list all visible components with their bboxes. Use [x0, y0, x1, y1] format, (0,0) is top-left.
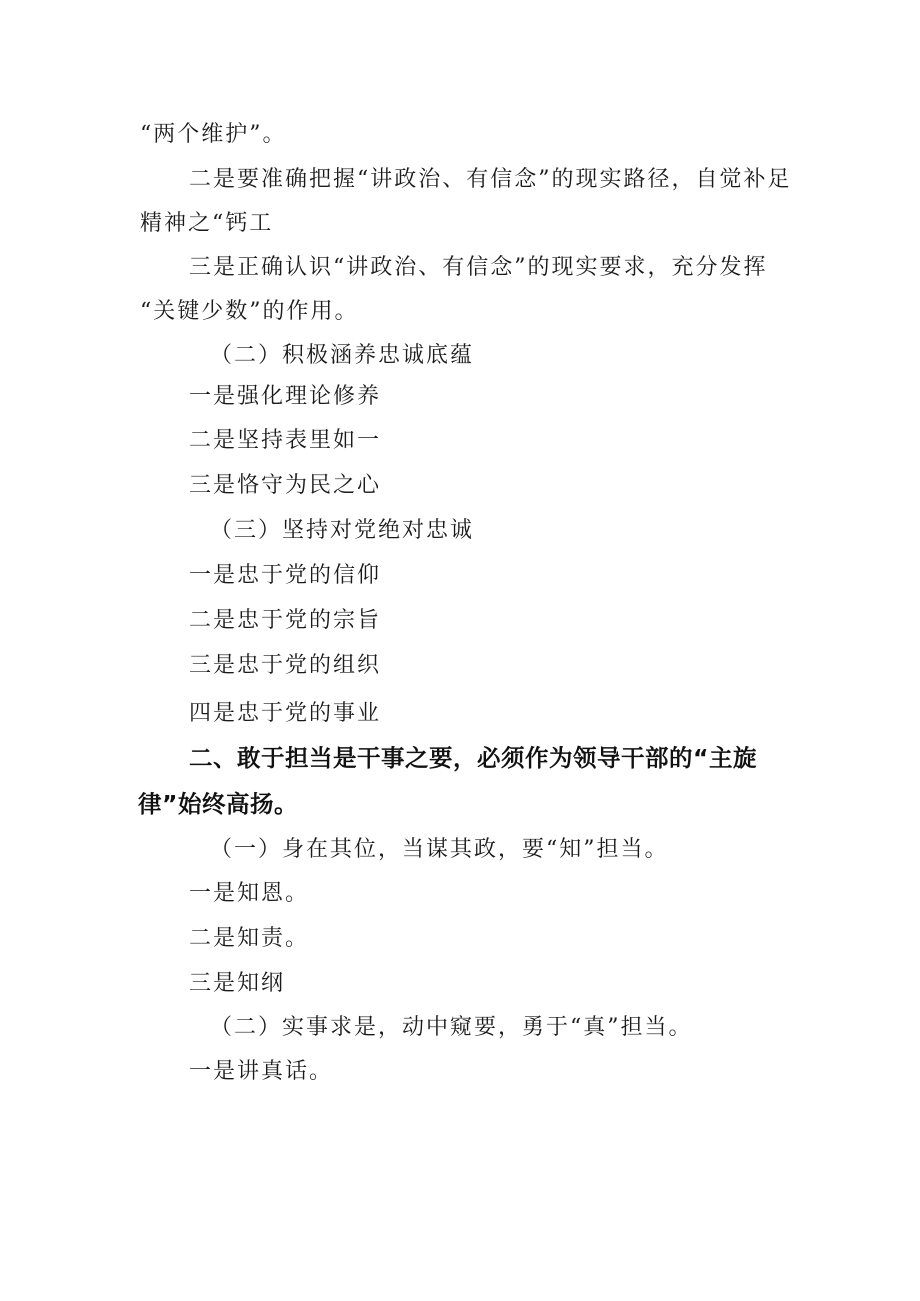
text-line-3: 精神之“钙工	[140, 211, 274, 236]
section-heading-line-1: 二、敢于担当是干事之要，必须作为领导干部的“主旋	[189, 744, 757, 772]
text-line-5: “关键少数”的作用。	[140, 299, 359, 324]
text-line-7: 一是强化理论修养	[189, 384, 382, 409]
subheading-2: （二）积极涵养忠诚底蕴	[210, 343, 475, 368]
section-heading-line-2: 律”始终高扬。	[138, 790, 298, 818]
text-line-14: 四是忠于党的事业	[189, 701, 382, 726]
text-line-1: “两个维护”。	[140, 122, 287, 147]
subheading-2-after: （二）实事求是，动中窥要，勇于“真”担当。	[210, 1015, 693, 1040]
text-line-11: 一是忠于党的信仰	[189, 563, 382, 588]
text-line-9: 三是恪守为民之心	[189, 473, 382, 498]
subheading-1: （一）身在其位，当谋其政，要“知”担当。	[210, 837, 669, 862]
text-line-13: 三是忠于党的组织	[189, 653, 382, 678]
text-line-12: 二是忠于党的宗旨	[189, 608, 382, 633]
text-line-after-1: 一是知恩。	[189, 881, 310, 906]
text-line-after-3: 三是知纲	[189, 971, 286, 996]
text-line-4: 三是正确认识“讲政治、有信念”的现实要求，充分发挥	[189, 255, 768, 280]
text-line-after-5: 一是讲真话。	[189, 1059, 334, 1084]
subheading-3: （三）坚持对党绝对忠诚	[210, 518, 475, 543]
text-line-2: 二是要准确把握“讲政治、有信念”的现实路径，自觉补足	[189, 167, 792, 192]
text-line-8: 二是坚持表里如一	[189, 428, 382, 453]
text-line-after-2: 二是知责。	[189, 926, 310, 951]
